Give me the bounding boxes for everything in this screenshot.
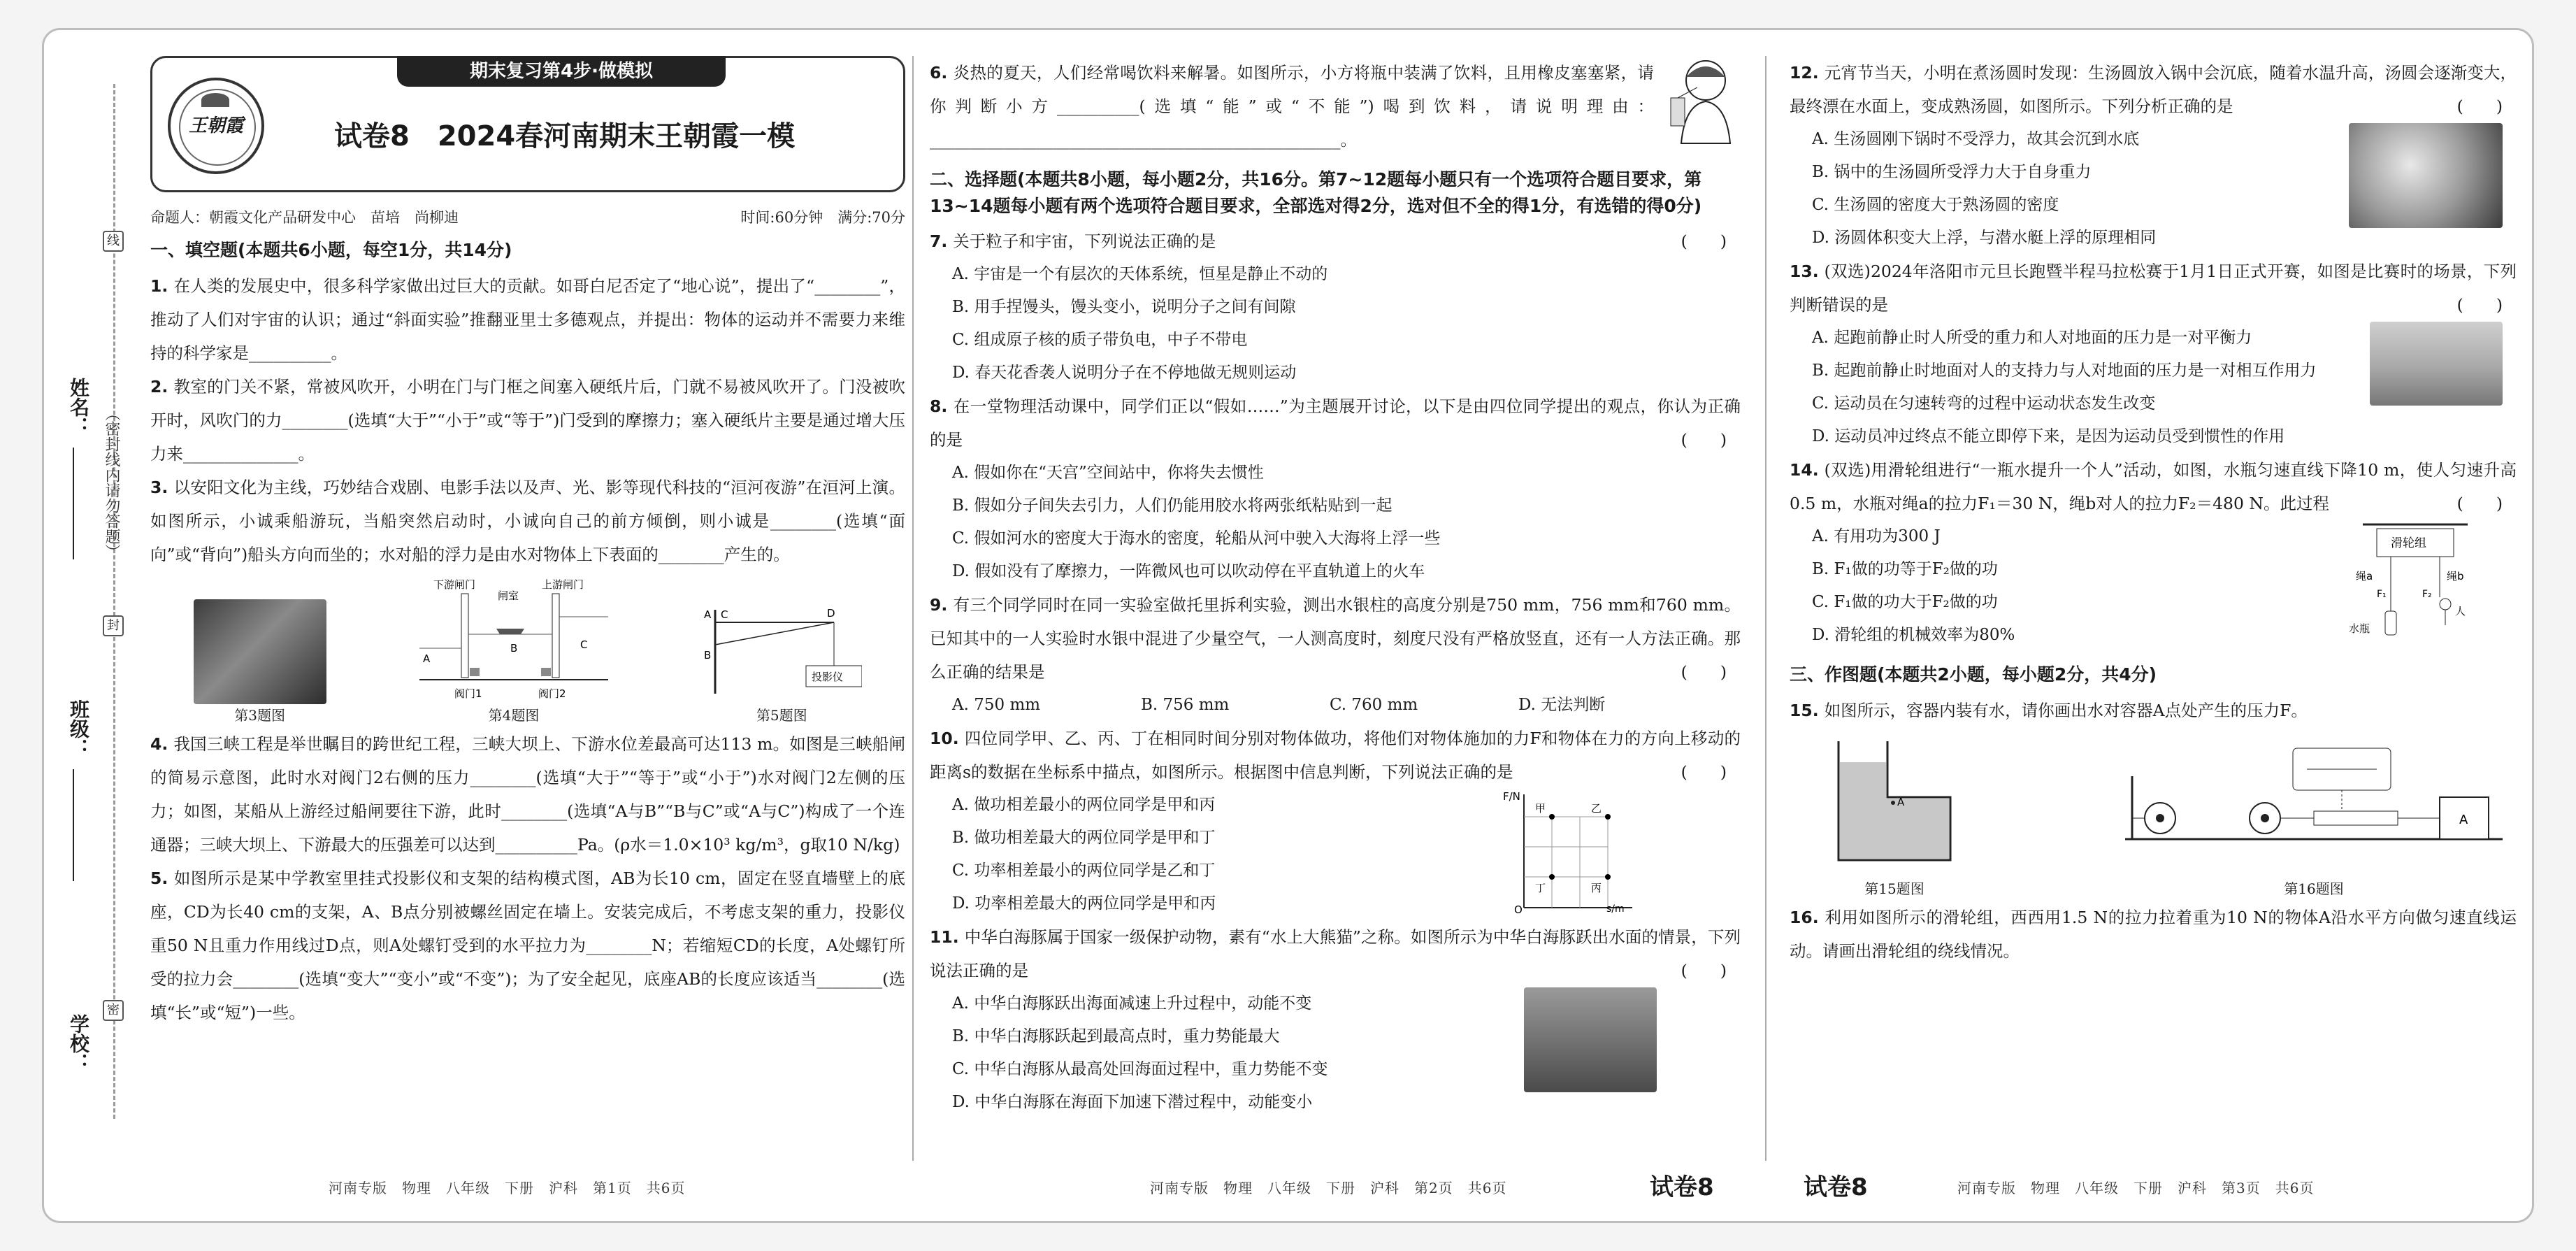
q11-option-a: A. 中华白海豚跃出海面减速上升过程中，动能不变 — [952, 994, 1312, 1013]
seal-mark-secret: 密 — [103, 1000, 124, 1021]
name-label: 姓名： — [67, 378, 90, 436]
svg-text:丙: 丙 — [1591, 882, 1602, 894]
q12-option-d: D. 汤圆体积变大上浮，与潜水艇上浮的原理相同 — [1812, 229, 2157, 247]
exam-header — [150, 56, 905, 192]
footer-exam-tag-left: 试卷8 — [1650, 1173, 1714, 1201]
svg-text:B: B — [510, 641, 518, 655]
question-15: 15. 如图所示，容器内装有水，请你画出水对容器A点处产生的压力F。 — [1790, 700, 2308, 720]
q8-option-a: A. 假如你在“天宫”空间站中，你将失去惯性 — [952, 464, 1264, 482]
footer-page-3: 河南专版 物理 八年级 下册 沪科 第3页 共6页 — [1957, 1180, 2315, 1196]
q7-option-a: A. 宇宙是一个有层次的天体系统，恒星是静止不动的 — [952, 265, 1328, 283]
footer-exam-tag-right: 试卷8 — [1804, 1173, 1868, 1201]
dolphin-photo — [1524, 987, 1657, 1092]
figure-16-caption: 第16题图 — [2284, 880, 2344, 897]
svg-text:F/N: F/N — [1503, 790, 1520, 803]
q7-option-c: C. 组成原子核的质子带负电，中子不带电 — [952, 331, 1248, 349]
q14-option-d: D. 滑轮组的机械效率为80% — [1812, 626, 2015, 644]
question-16: 16. 利用如图所示的滑轮组，西西用1.5 N的拉力拉着重为10 N的物体A沿水平方向做匀速直线运动。请画出滑轮组的绕线情况。 — [1790, 907, 2517, 961]
q10-option-a: A. 做功相差最小的两位同学是甲和丙 — [952, 796, 1216, 814]
q9-option-d: D. 无法判断 — [1518, 696, 1606, 714]
time-score: 时间:60分钟 满分:70分 — [740, 209, 905, 226]
pulley-bottle-diagram — [2335, 520, 2489, 646]
column-1 — [150, 56, 905, 1029]
svg-text:乙: 乙 — [1591, 802, 1602, 815]
class-blank — [73, 769, 74, 881]
q10-option-c: C. 功率相差最小的两位同学是乙和丁 — [952, 862, 1216, 880]
q11-block — [930, 987, 1741, 1119]
boy-drinking-illustration — [1664, 56, 1741, 147]
svg-text:上游闸门: 上游闸门 — [541, 578, 584, 591]
q13-option-b: B. 起跑前静止时地面对人的支持力与人对地面的压力是一对相互作用力 — [1812, 362, 2317, 380]
q11-option-b: B. 中华白海豚跃起到最高点时，重力势能最大 — [952, 1027, 1280, 1045]
question-5: 5. 如图所示是某中学教室里挂式投影仪和支架的结构模式图，AB为长10 cm，固定在竖直墙壁上的底座，CD为长40 cm的支架，A、B点分别被螺丝固定在墙上。安装完成后，不考虑支架的重力，投影仪重50 N且重力作用线过D点，则A处螺钉受到的水平拉力为________N；若缩短CD的长度，A处螺钉所受的拉力会________(选填“变大”“变小”或“不变”)；为了安全起见，底座AB的长度应该适当________(选填“长”或“短”)一些。 — [150, 868, 905, 1022]
q9-option-b: B. 756 mm — [1141, 696, 1230, 714]
question-14: 14. (双选)用滑轮组进行“一瓶水提升一个人”活动，如图，水瓶匀速直线下降10 m，使人匀速升高0.5 m，水瓶对绳a的拉力F₁＝30 N，绳b对人的拉力F₂＝480 N。此过程 ( ) — [1790, 460, 2517, 513]
question-6: 6. 炎热的夏天，人们经常喝饮料来解暑。如图所示，小方将瓶中装满了饮料，且用橡皮塞塞紧，请你判断小方__________(选填“能”或“不能”)喝到饮料，请说明理由：__________________________________________________。 — [930, 56, 1741, 157]
q13-block — [1790, 322, 2517, 453]
svg-text:甲: 甲 — [1535, 802, 1546, 815]
horizontal-pulley-diagram — [2125, 734, 2503, 874]
night-boat-photo — [194, 599, 326, 704]
force-distance-graph — [1503, 789, 1636, 915]
q12-block — [1790, 123, 2517, 255]
figure-3-caption: 第3题图 — [234, 706, 286, 724]
question-8: 8. 在一堂物理活动课中，同学们正以“假如……”为主题展开讨论，以下是由四位同学提出的观点，你认为正确的是 ( ) — [930, 396, 1741, 450]
ship-lock-diagram — [412, 578, 615, 701]
q10-block — [930, 789, 1741, 920]
svg-text:人: 人 — [2455, 605, 2466, 617]
svg-text:D: D — [827, 606, 835, 620]
column-2 — [930, 56, 1741, 1119]
svg-text:滑轮组: 滑轮组 — [2391, 536, 2426, 550]
svg-text:丁: 丁 — [1535, 882, 1546, 894]
question-3: 3. 以安阳文化为主线，巧妙结合戏剧、电影手法以及声、光、影等现代科技的“洹河夜游”在洹河上演。如图所示，小诚乘船游玩，当船突然启动时，小诚向自己的前方倾倒，则小诚是________(选填“面向”或“背向”)船头方向而坐的；水对船的浮力是由水对物体上下表面的________产生的。 — [150, 477, 905, 564]
q8-option-d: D. 假如没有了摩擦力，一阵微风也可以吹动停在平直轨道上的火车 — [952, 562, 1425, 580]
figures-15-16 — [1790, 734, 2517, 898]
svg-text:下游闸门: 下游闸门 — [433, 578, 475, 591]
header-banner: 期末复习第4步·做模拟 — [397, 56, 726, 87]
exam-title: 试卷8 2024春河南期末王朝霞一模 — [334, 120, 796, 152]
marathon-photo — [2370, 322, 2503, 406]
tangyuan-photo — [2349, 123, 2503, 228]
footer-page-2: 河南专版 物理 八年级 下册 沪科 第2页 共6页 — [1150, 1180, 1507, 1196]
q7-option-d: D. 春天花香袭人说明分子在不停地做无规则运动 — [952, 364, 1297, 382]
seal-note: （密封线内请勿答题） — [103, 406, 120, 559]
name-blank — [73, 448, 74, 559]
question-1: 1. 在人类的发展史中，很多科学家做出过巨大的贡献。如哥白尼否定了“地心说”，提出了“________”，推动了人们对宇宙的认识；通过“斜面实验”推翻亚里士多德观点，并提出：物体的运动并不需要力来维持的科学家是__________。 — [150, 276, 905, 363]
q11-option-d: D. 中华白海豚在海面下加速下潜过程中，动能变小 — [952, 1093, 1313, 1111]
figure-16 — [2125, 734, 2503, 898]
q11-option-c: C. 中华白海豚从最高处回海面过程中，重力势能不变 — [952, 1060, 1328, 1078]
q12-option-b: B. 锅中的生汤圆所受浮力大于自身重力 — [1812, 163, 2092, 181]
figure-4 — [412, 578, 615, 724]
q12-option-c: C. 生汤圆的密度大于熟汤圆的密度 — [1812, 196, 2059, 214]
q14-block — [1790, 520, 2517, 652]
question-4: 4. 我国三峡工程是举世瞩目的跨世纪工程，三峡大坝上、下游水位差最高可达113 m。如图是三峡船闸的简易示意图，此时水对阀门2右侧的压力________(选填“大于”“等于”或“小于”)水对阀门2左侧的压力；如图，某船从上游经过船闸要往下游，此时________(选填“A与B”“B与C”或“A与C”)构成了一个连通器；三峡大坝上、下游最大的压强差可以达到__________Pa。(ρ水＝1.0×10³ kg/m³，g取10 N/kg) — [150, 734, 905, 855]
svg-text:阀门2: 阀门2 — [538, 687, 566, 700]
svg-text:C: C — [580, 638, 588, 651]
q10-option-d: D. 功率相差最大的两位同学是甲和丙 — [952, 894, 1216, 913]
q14-option-a: A. 有用功为300 J — [1812, 527, 1941, 545]
figure-15 — [1832, 734, 1957, 898]
school-label: 学校： — [67, 1014, 90, 1073]
column-divider-2 — [1765, 56, 1766, 1161]
q7-option-b: B. 用手捏馒头，馒头变小，说明分子之间有间隙 — [952, 298, 1296, 316]
question-11: 11. 中华白海豚属于国家一级保护动物，素有“水上大熊猫”之称。如图所示为中华白海豚跃出水面的情景，下列说法正确的是 ( ) — [930, 927, 1741, 980]
figure-15-caption: 第15题图 — [1864, 880, 1924, 897]
figure-4-caption: 第4题图 — [488, 706, 540, 724]
figure-3 — [194, 599, 326, 724]
svg-text:F₁: F₁ — [2377, 589, 2387, 600]
q14-option-c: C. F₁做的功大于F₂做的功 — [1812, 593, 1998, 611]
column-3 — [1790, 56, 2517, 968]
q9-option-a: A. 750 mm — [952, 696, 1041, 714]
column-divider-1 — [912, 56, 914, 1161]
question-7: 7. 关于粒子和宇宙，下列说法正确的是 ( ) — [930, 231, 1727, 251]
q10-option-b: B. 做功相差最大的两位同学是甲和丁 — [952, 829, 1216, 847]
section-2-heading: 二、选择题(本题共8小题，每小题2分，共16分。第7~12题每小题只有一个选项符合题目要求，第13~14题每小题有两个选项符合题目要求，全部选对得2分，选对但不全的得1分，有选错的得0分) — [930, 169, 1702, 216]
q14-option-b: B. F₁做的功等于F₂做的功 — [1812, 560, 1998, 578]
svg-text:水瓶: 水瓶 — [2349, 622, 2370, 635]
seal-mark-seal: 封 — [103, 615, 124, 636]
svg-text:B: B — [704, 648, 712, 662]
question-2: 2. 教室的门关不紧，常被风吹开，小明在门与门框之间塞入硬纸片后，门就不易被风吹开了。门没被吹开时，风吹门的力________(选填“大于”“小于”或“等于”)门受到的摩擦力；塞入硬纸片主要是通过增大压力来______________。 — [150, 376, 905, 464]
seal-mark-line: 线 — [103, 231, 124, 252]
footer-page-1: 河南专版 物理 八年级 下册 沪科 第1页 共6页 — [329, 1180, 686, 1196]
svg-text:A: A — [1897, 795, 1905, 808]
authors: 命题人：朝霞文化产品研发中心 苗培 尚柳迪 — [150, 209, 459, 226]
q13-option-d: D. 运动员冲过终点不能立即停下来，是因为运动员受到惯性的作用 — [1812, 427, 2285, 445]
container-water-diagram — [1832, 734, 1957, 874]
q9-options — [930, 689, 1741, 722]
svg-text:投影仪: 投影仪 — [812, 670, 844, 683]
figure-5 — [701, 596, 862, 724]
section-1-heading: 一、填空题(本题共6小题，每空1分，共14分) — [150, 240, 512, 260]
q13-option-c: C. 运动员在匀速转弯的过程中运动状态发生改变 — [1812, 394, 2156, 413]
brand-logo — [168, 78, 264, 174]
svg-text:绳a: 绳a — [2356, 570, 2373, 582]
question-12: 12. 元宵节当天，小明在煮汤圆时发现：生汤圆放入锅中会沉底，随着水温升高，汤圆会逐渐变大，最终漂在水面上，变成熟汤圆，如图所示。下列分析正确的是 ( ) — [1790, 63, 2517, 116]
figures-3-5 — [150, 578, 905, 724]
svg-text:O: O — [1514, 903, 1523, 915]
question-13: 13. (双选)2024年洛阳市元旦长跑暨半程马拉松赛于1月1日正式开赛，如图是比赛时的场景，下列判断错误的是 ( ) — [1790, 262, 2517, 315]
svg-text:A: A — [422, 652, 431, 665]
q12-option-a: A. 生汤圆刚下锅时不受浮力，故其会沉到水底 — [1812, 130, 2140, 148]
svg-text:F₂: F₂ — [2422, 589, 2432, 600]
exam-meta — [150, 206, 905, 227]
figure-5-caption: 第5题图 — [756, 706, 807, 724]
svg-text:A: A — [2459, 812, 2468, 827]
svg-text:A: A — [704, 608, 712, 621]
class-label: 班级： — [67, 699, 90, 758]
svg-text:绳b: 绳b — [2447, 570, 2464, 582]
projector-bracket-diagram — [701, 596, 862, 701]
svg-text:闸室: 闸室 — [497, 589, 519, 602]
logo-text: 王朝霞 — [188, 115, 243, 136]
svg-text:s/m: s/m — [1606, 903, 1625, 915]
question-9: 9. 有三个同学同时在同一实验室做托里拆利实验，测出水银柱的高度分别是750 mm，756 mm和760 mm。已知其中的一人实验时水银中混进了少量空气，一人测高度时，刻度尺没有严格放竖直，还有一人方法正确。那么正确的结果是 ( ) — [930, 595, 1741, 682]
svg-text:阀门1: 阀门1 — [454, 687, 482, 700]
svg-text:C: C — [721, 608, 728, 621]
q8-option-b: B. 假如分子间失去引力，人们仍能用胶水将两张纸粘贴到一起 — [952, 496, 1393, 515]
q13-option-a: A. 起跑前静止时人所受的重力和人对地面的压力是一对平衡力 — [1812, 329, 2252, 347]
q8-option-c: C. 假如河水的密度大于海水的密度，轮船从河中驶入大海将上浮一些 — [952, 529, 1441, 548]
section-3-heading: 三、作图题(本题共2小题，每小题2分，共4分) — [1790, 664, 2157, 685]
q9-option-c: C. 760 mm — [1330, 696, 1418, 714]
question-10: 10. 四位同学甲、乙、丙、丁在相同时间分别对物体做功，将他们对物体施加的力F和物体在力的方向上移动的距离s的数据在坐标系中描点，如图所示。根据图中信息判断，下列说法正确的是 ( ) — [930, 729, 1741, 782]
